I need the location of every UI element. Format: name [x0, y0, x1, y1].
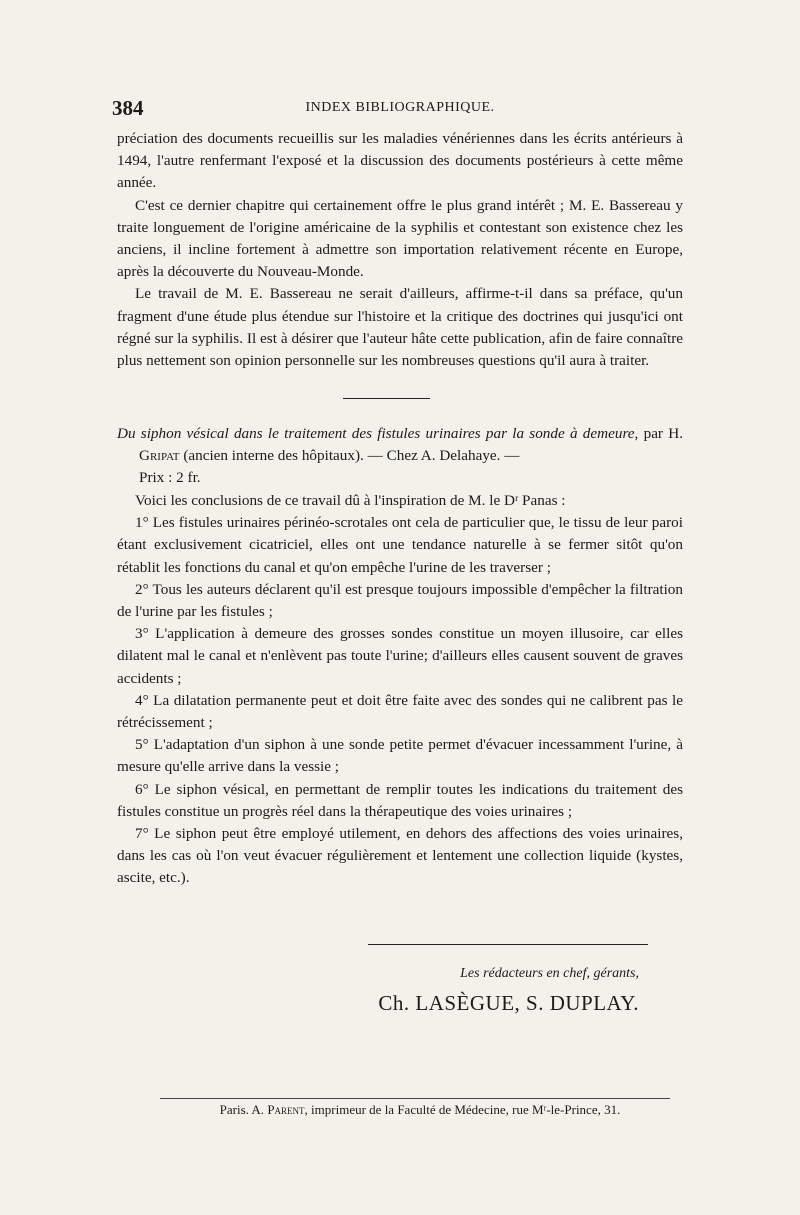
imprint-address: imprimeur de la Faculté de Médecine, rue Mʳ-le-Prince, 31.: [311, 1102, 621, 1117]
paragraph: préciation des documents recueillis sur les maladies vénériennes dans les écrits antérieurs à 1494, l'autre renfermant l'exposé et la discussion des documents postérieurs à cette même année.: [117, 130, 683, 192]
page-header: [112, 96, 688, 122]
page-number: 384: [112, 96, 144, 120]
imprint-rule: [160, 1098, 670, 1099]
running-title: INDEX BIBLIOGRAPHIQUE.: [305, 100, 495, 115]
conclusion-item: 4° La dilatation permanente peut et doit être faite avec des sondes qui ne calibrent pas le rétrécissement ;: [117, 691, 683, 732]
conclusion-item: 5° L'adaptation d'un siphon à une sonde petite permet d'évacuer incessamment l'urine, à mesure qu'elle arrive dans la vessie ;: [117, 736, 683, 776]
conclusion-item: 6° Le siphon vésical, en permettant de remplir toutes les indications du traitement des fistules constitue un progrès réel dans la thérapeutique des voies urinaires ;: [117, 780, 683, 820]
conclusion-item: 3° L'application à demeure des grosses sondes constitue un moyen illusoire, car elles dilatent mal le canal et n'enlèvent pas toute l'urine; d'ailleurs elles causent souvent de graves accidents ;: [117, 625, 683, 687]
printer-name: Parent,: [267, 1102, 308, 1117]
imprint-prefix: Paris. A.: [219, 1102, 265, 1117]
review-bassereau: [117, 128, 683, 372]
review-gripat-reference: [117, 423, 683, 490]
paragraph: Le travail de M. E. Bassereau ne serait d'ailleurs, affirme-t-il dans sa préface, qu'un fragment d'une étude plus étendue sur l'histoire et la critique des doctrines qui jusqu'ici ont régné sur la syphilis. Il est à désirer que l'auteur hâte cette publication, afin de faire connaître plus nettement son opinion personnelle sur les nombreuses questions qu'il aura à traiter.: [117, 285, 683, 370]
editors-names: Ch. LASÈGUE, S. DUPLAY.: [378, 991, 639, 1015]
intro-paragraph: Voici les conclusions de ce travail dû à l'inspiration de M. le Dʳ Panas :: [135, 492, 566, 509]
bibliographic-reference: [117, 423, 683, 467]
price: Prix : 2 fr.: [139, 469, 201, 487]
section-separator: [343, 398, 430, 399]
paragraph: C'est ce dernier chapitre qui certainement offre le plus grand intérêt ; M. E. Bassereau y traite longuement de l'origine américaine de la syphilis et contestant son existence chez les anciens, il incline fortement à admettre son importation relativement récente en Europe, après la découverte du Nouveau-Monde.: [117, 196, 683, 281]
conclusion-item: 1° Les fistules urinaires périnéo-scrotales ont cela de particulier que, le tissu de leur paroi étant exclusivement cicatriciel, elles ont une tendance naturelle à se fermer sitôt qu'on rétablit les fonctions du canal et qu'on empêche l'urine de les traverser ;: [117, 514, 683, 576]
signature-rule: [368, 944, 648, 945]
editors-label: Les rédacteurs en chef, gérants,: [460, 966, 639, 981]
author-name: Gripat: [139, 447, 180, 465]
publication-details: (ancien interne des hôpitaux). — Chez A. Delahaye. —: [183, 447, 520, 465]
by-text: par H.: [643, 425, 683, 442]
conclusion-item: 2° Tous les auteurs déclarent qu'il est presque toujours impossible d'empêcher la filtration de l'urine par les fistules ;: [117, 580, 683, 621]
work-title: Du siphon vésical dans le traitement des fistules urinaires par la sonde à demeure,: [117, 425, 639, 442]
printer-imprint: [160, 1102, 680, 1118]
conclusion-item: 7° Le siphon peut être employé utilement, en dehors des affections des voies urinaires, dans les cas où l'on veut évacuer régulièrement et lentement une collection liquide (kystes, ascite, etc.).: [117, 825, 683, 887]
review-gripat-body: [117, 490, 683, 890]
